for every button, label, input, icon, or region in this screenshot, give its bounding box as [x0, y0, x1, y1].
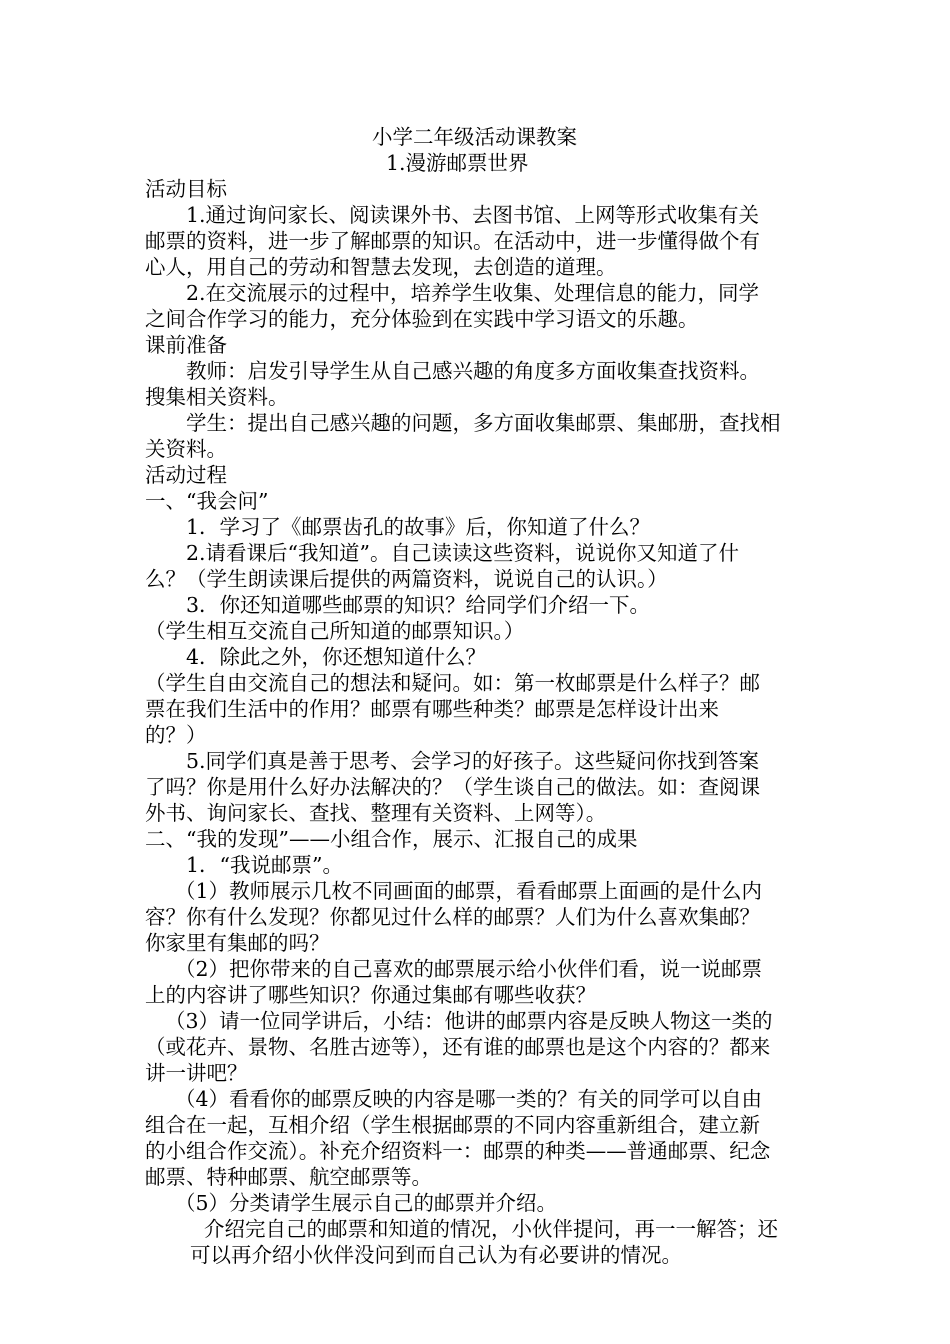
text-line: 介绍完自己的邮票和知道的情况，小伙伴提问，再一一解答；还 — [204, 1217, 778, 1241]
text-line: 搜集相关资料。 — [145, 385, 289, 409]
text-line: 心人，用自己的劳动和智慧去发现，去创造的道理。 — [145, 255, 617, 279]
section-heading: 活动目标 — [145, 177, 227, 201]
text-line: 2.请看课后“我知道”。自己读读这些资料，说说你又知道了什 — [186, 541, 740, 565]
text-line: 了吗？你是用什么好办法解决的？（学生谈自己的做法。如：查阅课 — [145, 775, 760, 799]
text-line: 外书、询问家长、查找、整理有关资料、上网等）。 — [145, 801, 607, 825]
text-line: 可以再介绍小伙伴没问到而自己认为有必要讲的情况。 — [190, 1243, 682, 1267]
text-line: （或花卉、景物、名胜古迹等），还有谁的邮票也是这个内容的？都来 — [145, 1035, 771, 1059]
text-line: 1．学习了《邮票齿孔的故事》后，你知道了什么？ — [186, 515, 651, 539]
text-line: 2.在交流展示的过程中，培养学生收集、处理信息的能力，同学 — [186, 281, 760, 305]
text-line: 1．“我说邮票”。 — [186, 853, 344, 877]
text-line: （4）看看你的邮票反映的内容是哪一类的？有关的同学可以自由 — [175, 1087, 763, 1111]
text-line: 3．你还知道哪些邮票的知识？给同学们介绍一下。 — [186, 593, 651, 617]
text-line: （3）请一位同学讲后，小结：他讲的邮票内容是反映人物这一类的 — [165, 1009, 773, 1033]
text-line: 之间合作学习的能力，充分体验到在实践中学习语文的乐趣。 — [145, 307, 699, 331]
text-line: （学生相互交流自己所知道的邮票知识。） — [145, 619, 525, 643]
subsection-heading: 二、“我的发现”——小组合作，展示、汇报自己的成果 — [145, 827, 638, 851]
text-line: 讲一讲吧？ — [145, 1061, 248, 1085]
text-line: 关资料。 — [145, 437, 227, 461]
text-line: 邮票、特种邮票、航空邮票等。 — [145, 1165, 432, 1189]
text-line: 的小组合作交流）。补充介绍资料一：邮票的种类——普通邮票、纪念 — [145, 1139, 771, 1163]
text-line: 1.通过询问家长、阅读课外书、去图书馆、上网等形式收集有关 — [186, 203, 760, 227]
text-line: （2）把你带来的自己喜欢的邮票展示给小伙伴们看，说一说邮票 — [175, 957, 763, 981]
text-line: 容？你有什么发现？你都见过什么样的邮票？人们为什么喜欢集邮？ — [145, 905, 760, 929]
text-line: 上的内容讲了哪些知识？你通过集邮有哪些收获？ — [145, 983, 596, 1007]
text-line: 你家里有集邮的吗？ — [145, 931, 330, 955]
text-line: 学生：提出自己感兴趣的问题，多方面收集邮票、集邮册，查找相 — [186, 411, 781, 435]
text-line: （学生自由交流自己的想法和疑问。如：第一枚邮票是什么样子？邮 — [145, 671, 760, 695]
section-heading: 课前准备 — [145, 333, 227, 357]
text-line: （1）教师展示几枚不同画面的邮票，看看邮票上面画的是什么内 — [175, 879, 763, 903]
text-line: 邮票的资料，进一步了解邮票的知识。在活动中，进一步懂得做个有 — [145, 229, 760, 253]
text-line: 5.同学们真是善于思考、会学习的好孩子。这些疑问你找到答案 — [186, 749, 760, 773]
text-line: 么？（学生朗读课后提供的两篇资料，说说自己的认识。） — [145, 567, 668, 591]
document-title: 小学二年级活动课教案 — [372, 125, 577, 149]
text-line: 的？） — [145, 723, 207, 747]
text-line: 票在我们生活中的作用？邮票有哪些种类？邮票是怎样设计出来 — [145, 697, 719, 721]
text-line: （5）分类请学生展示自己的邮票并介绍。 — [175, 1191, 558, 1215]
text-line: 组合在一起，互相介绍（学生根据邮票的不同内容重新组合，建立新 — [145, 1113, 760, 1137]
text-line: 教师：启发引导学生从自己感兴趣的角度多方面收集查找资料。 — [186, 359, 760, 383]
subsection-heading: 一、“我会问” — [145, 489, 269, 513]
text-line: 4．除此之外，你还想知道什么？ — [186, 645, 487, 669]
document-subtitle: 1.漫游邮票世界 — [386, 151, 529, 175]
section-heading: 活动过程 — [145, 463, 227, 487]
